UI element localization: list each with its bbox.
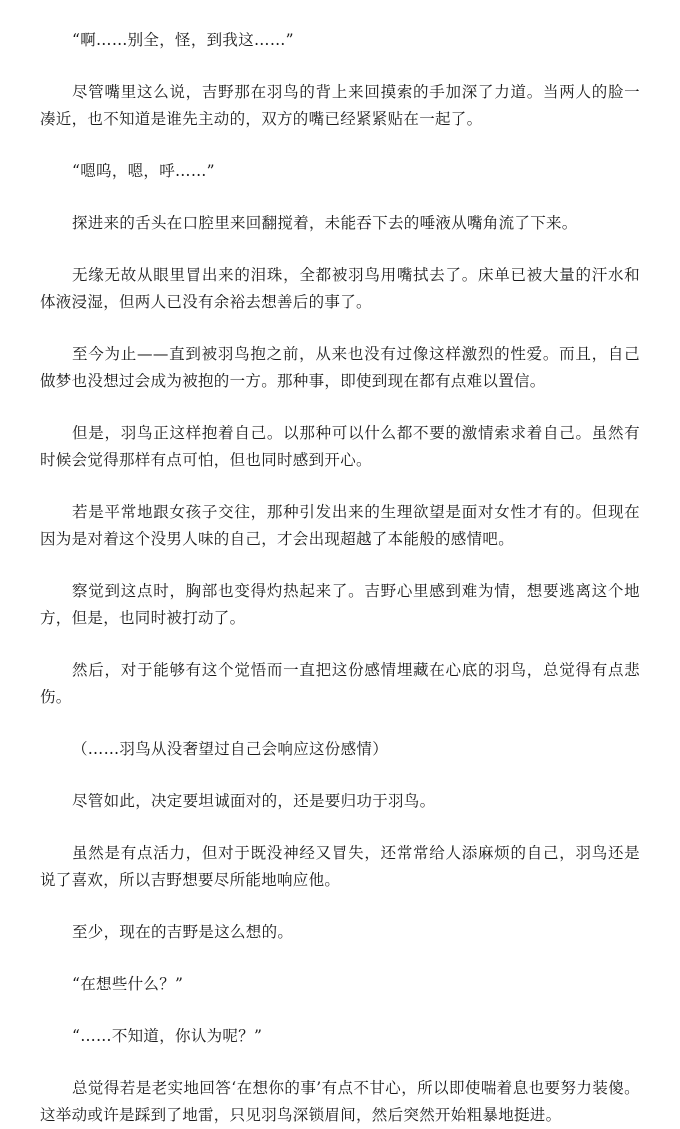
paragraph-16: “……不知道，你认为呢？” [72,1027,263,1045]
paragraph-15: “在想些什么？” [72,975,184,993]
paragraph-9: 察觉到这点时，胸部也变得灼热起来了。吉野心里感到难为情，想要逃离这个地方，但是，也同时被打动了。 [40,582,640,627]
paragraph-3: “嗯呜，嗯，呼……” [72,162,215,180]
paragraph-2: 尽管嘴里这么说，吉野那在羽鸟的背上来回摸索的手加深了力道。当两人的脸一凑近，也不知道是谁先主动的，双方的嘴已经紧紧贴在一起了。 [40,83,640,128]
paragraph-12: 尽管如此，决定要坦诚面对的，还是要归功于羽鸟。 [72,792,436,810]
paragraph-17: 总觉得若是老实地回答‘在想你的事’有点不甘心，所以即使喘着息也要努力装傻。这举动或许是踩到了地雷，只见羽鸟深锁眉间，然后突然开始粗暴地挺进。 [40,1079,640,1124]
paragraph-8: 若是平常地跟女孩子交往，那种引发出来的生理欲望是面对女性才有的。但现在因为是对着这个没男人味的自己，才会出现超越了本能般的感情吧。 [40,503,640,548]
paragraph-6: 至今为止——直到被羽鸟抱之前，从来也没有过像这样激烈的性爱。而且，自己做梦也没想过会成为被抱的一方。那种事，即使到现在都有点难以置信。 [40,345,640,390]
paragraph-4: 探进来的舌头在口腔里来回翻搅着，未能吞下去的唾液从嘴角流了下来。 [72,214,578,232]
paragraph-1: “啊……别全，怪，到我这……” [72,31,294,49]
paragraph-7: 但是，羽鸟正这样抱着自己。以那种可以什么都不要的激情索求着自己。虽然有时候会觉得那样有点可怕，但也同时感到开心。 [40,424,640,469]
paragraph-5: 无缘无故从眼里冒出来的泪珠，全都被羽鸟用嘴拭去了。床单已被大量的汗水和体液浸湿，但两人已没有余裕去想善后的事了。 [40,266,640,311]
paragraph-13: 虽然是有点活力，但对于既没神经又冒失，还常常给人添麻烦的自己，羽鸟还是说了喜欢，所以吉野想要尽所能地响应他。 [40,844,640,889]
paragraph-10: 然后，对于能够有这个觉悟而一直把这份感情埋藏在心底的羽鸟，总觉得有点悲伤。 [40,661,640,706]
paragraph-11: （……羽鸟从没奢望过自己会响应这份感情） [72,740,389,758]
paragraph-14: 至少，现在的吉野是这么想的。 [72,923,294,941]
